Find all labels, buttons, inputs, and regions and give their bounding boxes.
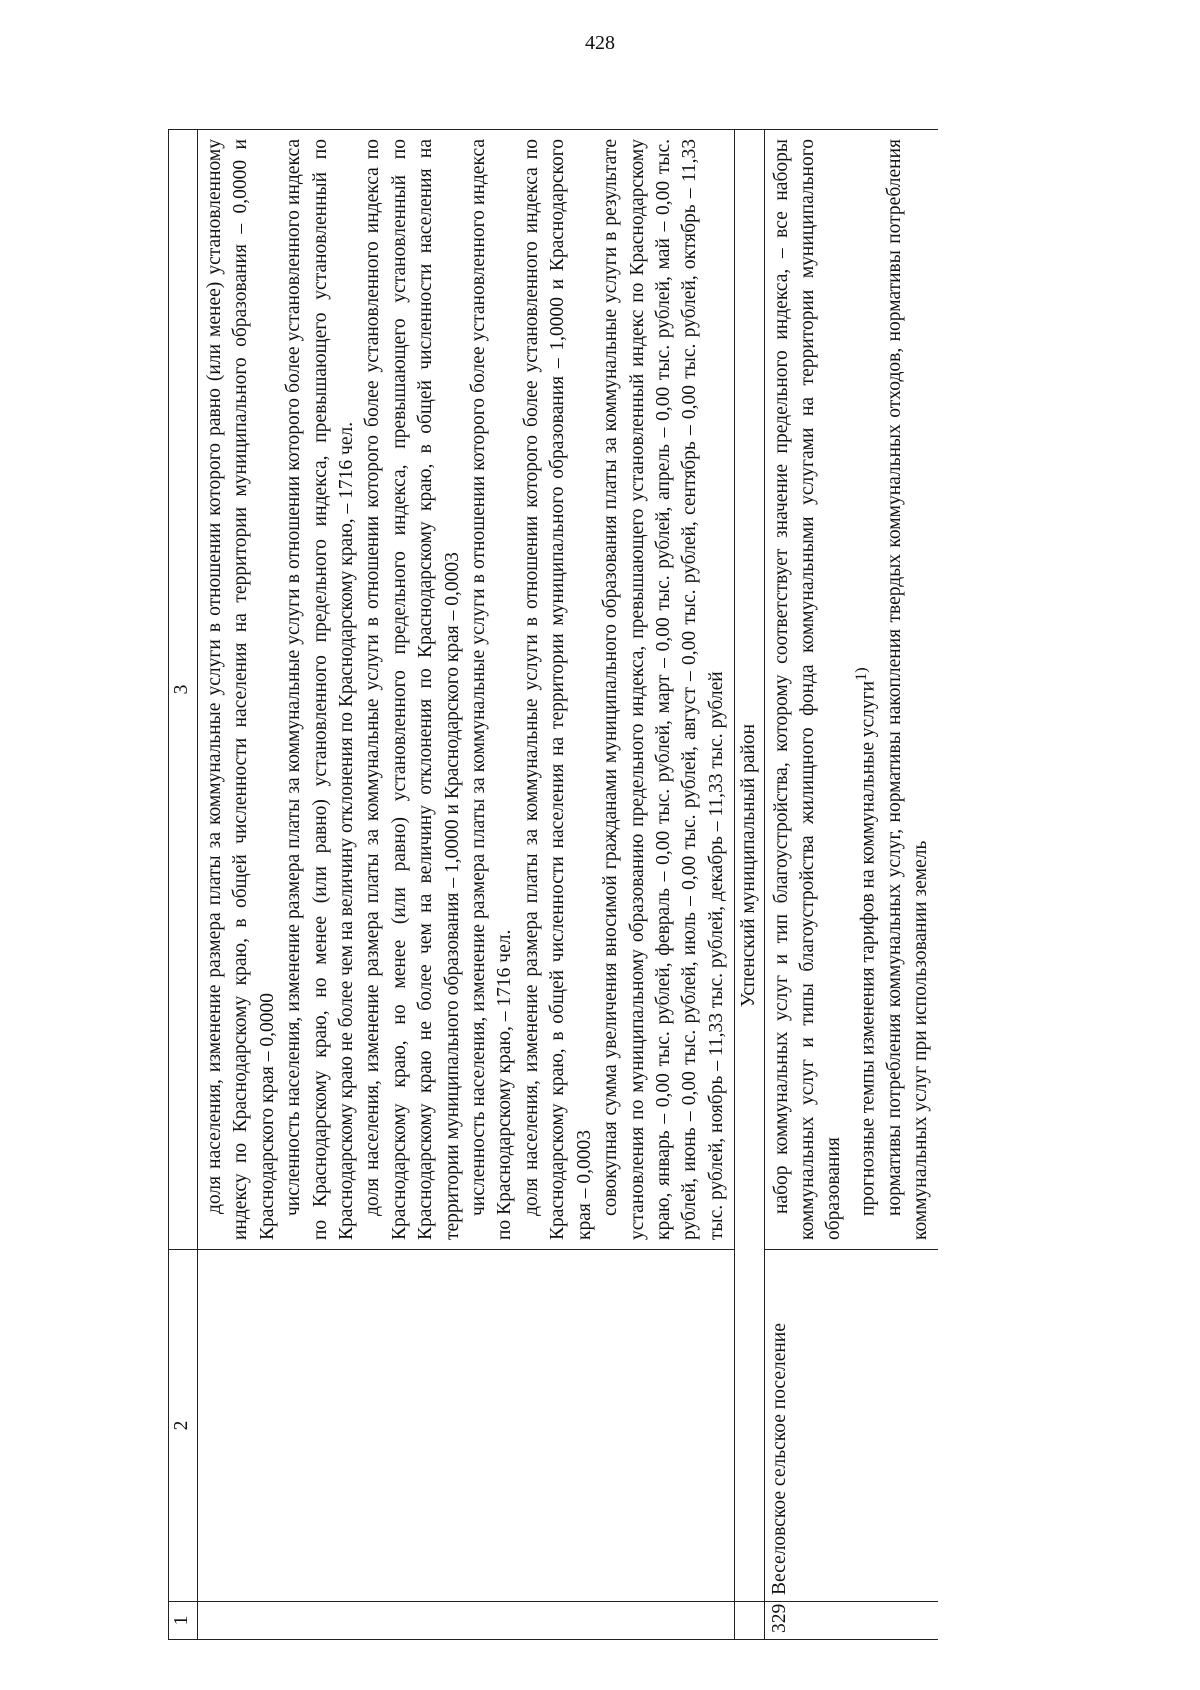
continued-settlement-cell: [198, 1250, 735, 1602]
header-col-2: 2: [169, 1250, 198, 1602]
header-col-1: 1: [169, 1602, 198, 1640]
paragraph-tariff-forecast: [848, 139, 882, 1240]
table-header-row: [169, 130, 198, 1640]
paragraph-share-above-index: доля населения, изменение размера платы за коммунальные услуги в отношении которого более установленного индекса по Краснодарскому краю, в общей численности населения на территории муниципального образования – 1,0000 и Краснодарского края – 0,0003: [520, 139, 595, 1240]
row-number: 329: [764, 1602, 938, 1640]
continued-text-cell: [198, 130, 735, 1250]
tariff-forecast-text: прогнозные темпы изменения тарифов на коммунальные услуги: [857, 680, 879, 1216]
continued-number-cell: [198, 1602, 735, 1640]
page-number: 428: [585, 32, 615, 54]
rotated-table-wrapper: [168, 130, 1198, 1640]
settlement-name: Веселовское сельское поселение: [764, 1250, 938, 1602]
paragraph-consumption-norms: нормативы потребления коммунальных услуг, нормативы накопления твердых коммунальных отходов, нормативы потребления коммунальных услуг при использовании земель: [883, 139, 932, 1240]
table-row-continued: [198, 130, 735, 1640]
paragraph-count-above-index: численность населения, изменение размера платы за коммунальные услуги в отношении которого более установленного индекса по Краснодарскому краю, – 1716 чел.: [468, 139, 516, 1240]
row-329-text-cell: [764, 130, 938, 1250]
paragraph-count-within-limit: численность населения, изменение размера платы за коммунальные услуги в отношении которого более установленного индекса по Краснодарскому краю, но менее (или равно) установленного предельного индекса, превышающего установленный по Краснодарскому краю не более чем на величину отклонения по Краснодарскому краю, – 1716 чел.: [283, 139, 358, 1240]
district-empty-cell: [735, 1602, 764, 1640]
header-col-3: 3: [169, 130, 198, 1250]
footnote-mark: 1): [851, 667, 870, 681]
paragraph-monthly-payment-increase: совокупная сумма увеличения вносимой гражданами муниципального образования платы за коммунальные услуги в результате установления по муниципальному образованию предельного индекса, превышающего установленный индекс по Краснодарскому краю, январь – 0,00 тыс. рублей, февраль – 0,00 тыс. рублей, март – 0,00 тыс. рублей, апрель – 0,00 тыс. рублей, май – 0,00 тыс. рублей, июнь – 0,00 тыс. рублей, июль – 0,00 тыс. рублей, август – 0,00 тыс. рублей, сентябрь – 0,00 тыс. рублей, октябрь – 11,33 тыс. рублей, ноябрь – 11,33 тыс. рублей, декабрь – 11,33 тыс. рублей: [600, 139, 727, 1240]
district-row: [735, 130, 764, 1640]
document-table: [168, 129, 938, 1640]
paragraph-share-within-limit: доля населения, изменение размера платы за коммунальные услуги в отношении которого более установленного индекса по Краснодарскому краю, но менее (или равно) установленного предельного индекса, превышающего установленный по Краснодарскому краю не более чем на величину отклонения по Краснодарскому краю, в общей численности населения на территории муниципального образования – 1,0000 и Краснодарского края – 0,0003: [362, 139, 463, 1240]
table-row-329: [764, 130, 938, 1640]
district-name: Успенский муниципальный район: [735, 130, 764, 1602]
paragraph-service-set: набор коммунальных услуг и тип благоустройства, которому соответствует значение предельного индекса, – все наборы коммунальных услуг и типы благоустройства жилищного фонда коммунальными услугами на территории муниципального образования: [770, 139, 845, 1240]
paragraph-share-equal-index: доля населения, изменение размера платы за коммунальные услуги в отношении которого равно (или менее) установленному индексу по Краснодарскому краю, в общей численности населения на территории муниципального образования – 0,0000 и Краснодарского края – 0,0000: [204, 139, 278, 1240]
